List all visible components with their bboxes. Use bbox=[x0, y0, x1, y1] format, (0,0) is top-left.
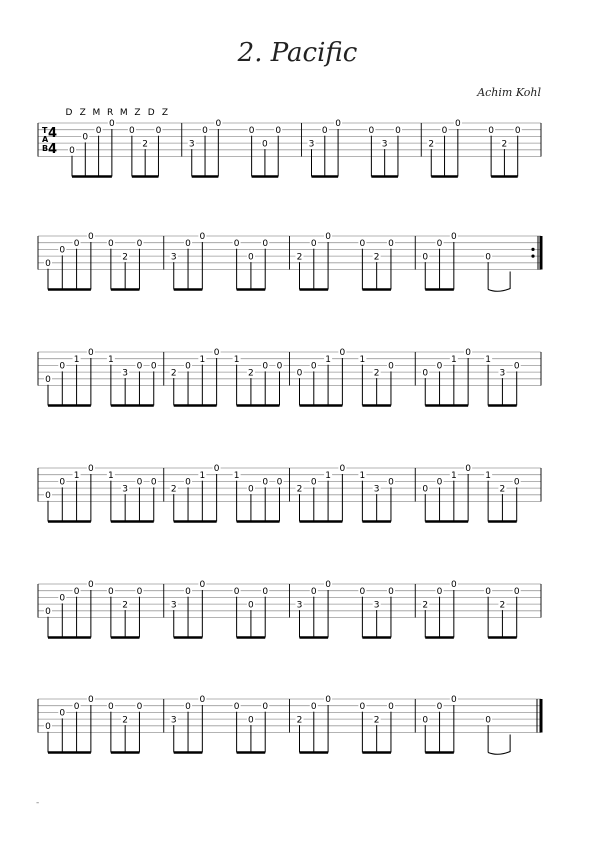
fret-number: 3 bbox=[373, 484, 380, 495]
fret-number: 0 bbox=[199, 580, 206, 591]
fret-number: 0 bbox=[485, 715, 491, 726]
fret-number: 0 bbox=[310, 361, 317, 372]
fret-number: 0 bbox=[199, 695, 206, 706]
fret-number: 0 bbox=[202, 125, 208, 136]
fret-number: 0 bbox=[73, 701, 80, 712]
fret-number: 0 bbox=[213, 464, 220, 475]
fret-number: 0 bbox=[248, 715, 254, 726]
fret-number: 0 bbox=[108, 586, 114, 597]
fret-number: 0 bbox=[248, 125, 255, 136]
fret-number: 3 bbox=[499, 368, 506, 379]
fret-number: 0 bbox=[388, 361, 394, 372]
fret-number: 1 bbox=[199, 354, 206, 365]
fret-number: 0 bbox=[88, 464, 94, 475]
fret-number: 0 bbox=[339, 464, 346, 475]
fret-number: 2 bbox=[296, 715, 303, 726]
fret-number: 0 bbox=[325, 232, 331, 243]
fret-number: 3 bbox=[373, 600, 380, 611]
fret-number: 2 bbox=[373, 252, 380, 263]
fret-number: 0 bbox=[450, 580, 457, 591]
fret-number: 0 bbox=[485, 586, 491, 597]
fret-number: 2 bbox=[122, 252, 129, 263]
fret-number: 0 bbox=[185, 477, 191, 488]
fret-number: 3 bbox=[170, 715, 177, 726]
fret-number: 0 bbox=[233, 586, 240, 597]
fret-number: 0 bbox=[310, 586, 317, 597]
fret-number: 0 bbox=[108, 701, 114, 712]
fret-number: 0 bbox=[150, 361, 157, 372]
fret-number: 2 bbox=[170, 484, 177, 495]
time-signature-top: 4 bbox=[48, 126, 58, 141]
fingering-letter: D bbox=[147, 108, 155, 118]
fret-number: 0 bbox=[82, 132, 89, 143]
fret-number: 0 bbox=[276, 477, 283, 488]
fret-number: 0 bbox=[325, 580, 331, 591]
fret-number: 0 bbox=[185, 238, 191, 249]
fret-number: 0 bbox=[436, 477, 443, 488]
fingering-letter: Z bbox=[161, 108, 168, 118]
fret-number: 1 bbox=[108, 470, 114, 481]
fret-number: 0 bbox=[248, 484, 254, 495]
fret-number: 1 bbox=[359, 470, 366, 481]
fret-number: 0 bbox=[59, 708, 66, 719]
fret-number: 1 bbox=[233, 470, 240, 481]
fret-number: 0 bbox=[262, 238, 269, 249]
fret-number: 0 bbox=[368, 125, 375, 136]
fret-number: 0 bbox=[108, 238, 114, 249]
footer-mark: - bbox=[36, 798, 40, 808]
fret-number: 1 bbox=[450, 354, 457, 365]
fret-number: 0 bbox=[45, 375, 51, 385]
fret-number: 1 bbox=[233, 354, 240, 365]
fret-number: 0 bbox=[465, 348, 471, 359]
fret-number: 0 bbox=[233, 701, 240, 712]
fret-number: 0 bbox=[248, 252, 254, 263]
fret-number: 0 bbox=[276, 361, 283, 372]
fret-number: 2 bbox=[296, 252, 303, 263]
time-signature-bottom: 4 bbox=[48, 142, 58, 157]
fret-number: 3 bbox=[188, 139, 195, 150]
fret-number: 3 bbox=[170, 600, 177, 611]
fret-number: 0 bbox=[136, 586, 143, 597]
fret-number: 2 bbox=[296, 484, 303, 495]
fret-number: 0 bbox=[275, 125, 282, 136]
fret-number: 0 bbox=[485, 252, 491, 263]
fret-number: 0 bbox=[450, 232, 457, 243]
fret-number: 0 bbox=[45, 259, 51, 269]
fret-number: 0 bbox=[441, 125, 448, 136]
fret-number: 0 bbox=[262, 701, 269, 712]
fret-number: 1 bbox=[325, 470, 331, 481]
fret-number: 3 bbox=[122, 368, 129, 379]
fret-number: 0 bbox=[436, 361, 443, 372]
composer-credit: Achim Kohl bbox=[477, 86, 541, 99]
fret-number: 1 bbox=[325, 354, 331, 365]
repeat-dot bbox=[531, 248, 534, 251]
fret-number: 0 bbox=[248, 600, 254, 611]
fret-number: 0 bbox=[325, 695, 331, 706]
fret-number: 0 bbox=[69, 146, 75, 156]
fingering-letter: M bbox=[119, 108, 128, 118]
fret-number: 0 bbox=[88, 348, 94, 359]
repeat-dot bbox=[531, 255, 534, 258]
fret-number: 3 bbox=[296, 600, 303, 611]
fret-number: 0 bbox=[388, 238, 394, 249]
fret-number: 0 bbox=[436, 238, 443, 249]
fret-number: 1 bbox=[73, 470, 80, 481]
fret-number: 0 bbox=[185, 586, 191, 597]
fret-number: 1 bbox=[199, 470, 206, 481]
fret-number: 0 bbox=[359, 701, 366, 712]
fret-number: 0 bbox=[262, 361, 269, 372]
tab-clef-letter: B bbox=[42, 144, 49, 153]
fret-number: 0 bbox=[335, 119, 341, 130]
fret-number: 1 bbox=[359, 354, 366, 365]
fret-number: 0 bbox=[129, 125, 135, 136]
fret-number: 0 bbox=[388, 586, 394, 597]
fret-number: 2 bbox=[373, 368, 380, 379]
fret-number: 1 bbox=[108, 354, 114, 365]
fret-number: 0 bbox=[95, 125, 102, 136]
fret-number: 0 bbox=[488, 125, 494, 136]
fret-number: 3 bbox=[170, 252, 177, 263]
fret-number: 0 bbox=[136, 361, 143, 372]
fret-number: 0 bbox=[199, 232, 206, 243]
half-note-tie bbox=[488, 735, 510, 755]
fret-number: 0 bbox=[513, 586, 520, 597]
fret-number: 0 bbox=[321, 125, 328, 136]
fret-number: 0 bbox=[59, 361, 66, 372]
fret-number: 2 bbox=[499, 484, 506, 495]
fret-number: 2 bbox=[142, 139, 149, 150]
fret-number: 0 bbox=[88, 232, 94, 243]
fret-number: 0 bbox=[359, 586, 366, 597]
fret-number: 2 bbox=[170, 368, 177, 379]
fret-number: 0 bbox=[185, 701, 191, 712]
fingering-letter: Z bbox=[134, 108, 141, 118]
fret-number: 0 bbox=[88, 580, 94, 591]
fret-number: 2 bbox=[499, 600, 506, 611]
fret-number: 0 bbox=[73, 586, 80, 597]
fret-number: 0 bbox=[514, 125, 521, 136]
fret-number: 0 bbox=[150, 477, 157, 488]
fret-number: 0 bbox=[136, 477, 143, 488]
fret-number: 2 bbox=[501, 139, 508, 150]
fret-number: 0 bbox=[155, 125, 162, 136]
fret-number: 0 bbox=[262, 586, 269, 597]
fingering-letter: Z bbox=[79, 108, 86, 118]
fret-number: 0 bbox=[185, 361, 191, 372]
fret-number: 0 bbox=[109, 119, 115, 130]
fret-number: 1 bbox=[73, 354, 80, 365]
fret-number: 0 bbox=[422, 252, 429, 263]
fret-number: 0 bbox=[395, 125, 401, 136]
fret-number: 0 bbox=[45, 607, 51, 617]
fret-number: 0 bbox=[296, 368, 303, 379]
fret-number: 2 bbox=[248, 368, 254, 379]
fret-number: 0 bbox=[422, 715, 429, 726]
fret-number: 3 bbox=[308, 139, 315, 150]
fret-number: 0 bbox=[513, 477, 520, 488]
fingering-letter: D bbox=[65, 108, 73, 118]
fret-number: 1 bbox=[450, 470, 457, 481]
fret-number: 2 bbox=[373, 715, 380, 726]
fret-number: 2 bbox=[122, 600, 129, 611]
tab-clef-letter: A bbox=[42, 135, 49, 144]
fret-number: 0 bbox=[388, 477, 394, 488]
fret-number: 0 bbox=[310, 701, 317, 712]
fret-number: 0 bbox=[422, 368, 429, 379]
fret-number: 0 bbox=[233, 238, 240, 249]
fret-number: 0 bbox=[136, 238, 143, 249]
fret-number: 0 bbox=[73, 238, 80, 249]
fret-number: 1 bbox=[485, 354, 491, 365]
page-title: 2. Pacific bbox=[237, 38, 358, 68]
fret-number: 3 bbox=[381, 139, 388, 150]
fret-number: 0 bbox=[454, 119, 461, 130]
fingering-letter: M bbox=[92, 108, 101, 118]
fret-number: 0 bbox=[310, 238, 317, 249]
fret-number: 0 bbox=[262, 477, 269, 488]
fret-number: 0 bbox=[310, 477, 317, 488]
fret-number: 0 bbox=[88, 695, 94, 706]
fret-number: 0 bbox=[436, 586, 443, 597]
fret-number: 0 bbox=[465, 464, 471, 475]
fret-number: 0 bbox=[213, 348, 220, 359]
fret-number: 0 bbox=[422, 484, 429, 495]
fingering-letter: R bbox=[106, 108, 114, 118]
fret-number: 0 bbox=[436, 701, 443, 712]
fret-number: 2 bbox=[122, 715, 129, 726]
fret-number: 2 bbox=[428, 139, 435, 150]
fret-number: 0 bbox=[450, 695, 457, 706]
fret-number: 0 bbox=[45, 491, 51, 501]
fret-number: 1 bbox=[485, 470, 491, 481]
fret-number: 2 bbox=[422, 600, 429, 611]
half-note-tie bbox=[488, 272, 510, 292]
fret-number: 0 bbox=[45, 722, 51, 732]
fret-number: 0 bbox=[136, 701, 143, 712]
fret-number: 0 bbox=[388, 701, 394, 712]
fret-number: 0 bbox=[215, 119, 222, 130]
fret-number: 0 bbox=[59, 593, 66, 604]
fret-number: 0 bbox=[59, 245, 66, 256]
tab-clef-letter: T bbox=[42, 126, 48, 135]
fret-number: 0 bbox=[513, 361, 520, 372]
fret-number: 0 bbox=[59, 477, 66, 488]
fret-number: 3 bbox=[122, 484, 129, 495]
fret-number: 0 bbox=[359, 238, 366, 249]
fret-number: 0 bbox=[262, 139, 268, 150]
fret-number: 0 bbox=[339, 348, 346, 359]
